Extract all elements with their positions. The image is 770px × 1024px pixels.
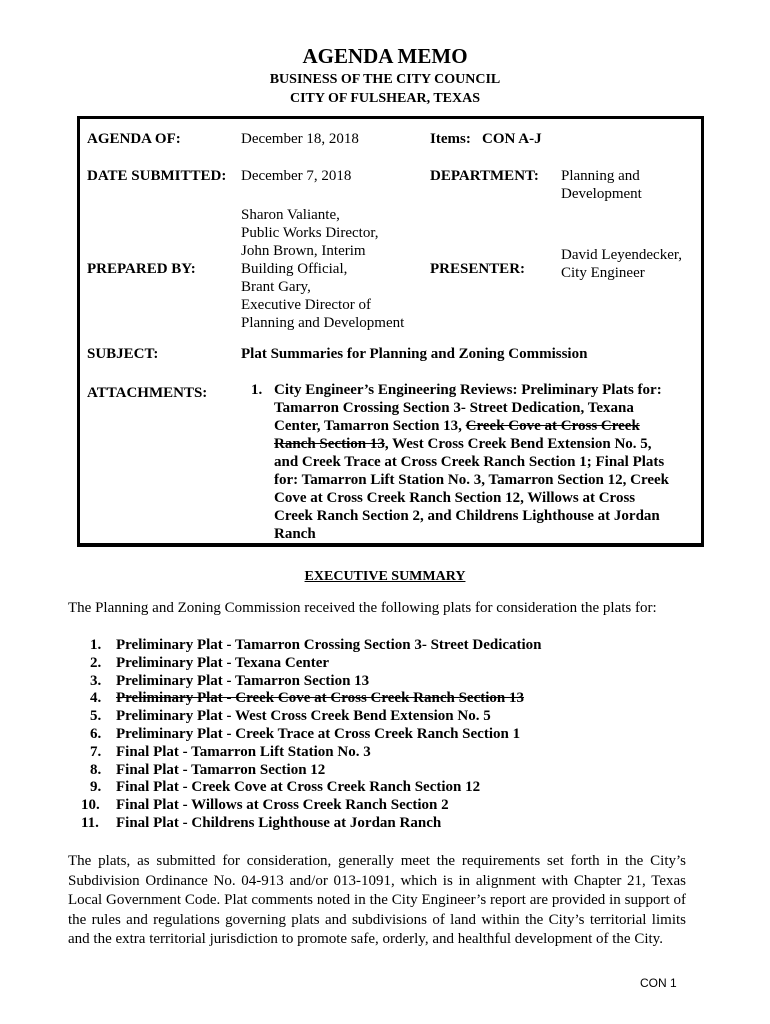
attachment-text-part2: , West Cross Creek Bend Extension No. 5, and Creek Trace at Cross Creek Ranch Section 1; Final Plats for: Tamarron Lift Station No. 3, Tamarron Section 12, Creek Cove at Cross Creek Ranch Section 12, Willows at Cross Creek Ranch Section 2, and Childrens Lighthouse at Jordan Ranch: [274, 436, 670, 542]
prepared-by-line: John Brown, Interim: [241, 243, 366, 259]
attachment-text-struck: Creek Cove at Cross Creek Ranch Section 13: [274, 418, 640, 452]
subject-label: SUBJECT:: [87, 346, 159, 362]
prepared-by-line: Public Works Director,: [241, 225, 379, 241]
plat-list-item: [90, 673, 610, 691]
items-value: CON A-J: [482, 131, 542, 147]
plat-text: Preliminary Plat - Tamarron Section 13: [116, 672, 370, 689]
plat-list-item: [90, 762, 610, 780]
plat-text: Preliminary Plat - Tamarron Crossing Section 3- Street Dedication: [116, 637, 542, 653]
plat-text: Final Plat - Tamarron Section 12: [116, 761, 326, 778]
memo-title: AGENDA MEMO: [302, 44, 468, 68]
attachment-text-part1: City Engineer’s Engineering Reviews: Preliminary Plats for: Tamarron Crossing Section 3- Street Dedication, Texana Center, Tamarron Section 13,: [274, 382, 662, 434]
plat-number: 3.: [90, 672, 102, 689]
date-submitted-label: DATE SUBMITTED:: [87, 168, 227, 184]
plat-list-item: [90, 779, 610, 797]
memo-subtitle-city: CITY OF FULSHEAR, TEXAS: [289, 91, 481, 106]
summary-intro: The Planning and Zoning Commission received the following plats for consideration the plats for:: [68, 600, 657, 616]
date-submitted-value: December 7, 2018: [241, 168, 352, 184]
plat-text: Preliminary Plat - Creek Trace at Cross Creek Ranch Section 1: [116, 725, 521, 742]
prepared-by-line: Sharon Valiante,: [241, 207, 340, 223]
plat-number: 8.: [90, 761, 102, 778]
plat-list-item: [90, 655, 610, 673]
plat-list-item: [90, 637, 610, 655]
executive-summary-heading: EXECUTIVE SUMMARY: [304, 569, 466, 584]
plat-text: Preliminary Plat - Creek Cove at Cross Creek Ranch Section 13: [116, 690, 524, 707]
attachment-number: 1.: [251, 382, 263, 398]
department-value-line2: Development: [561, 186, 642, 202]
plat-number: 6.: [90, 725, 102, 742]
plat-list-item: [90, 726, 610, 744]
prepared-by-line: Building Official,: [241, 261, 348, 277]
plat-text: Preliminary Plat - West Cross Creek Bend Extension No. 5: [116, 708, 491, 725]
plat-list-item: [81, 814, 610, 833]
plat-number: 7.: [90, 743, 102, 760]
plat-text: Final Plat - Creek Cove at Cross Creek Ranch Section 12: [116, 779, 481, 796]
prepared-by-label: PREPARED BY:: [87, 261, 196, 277]
presenter-label: PRESENTER:: [430, 261, 526, 277]
plat-text: Preliminary Plat - Texana Center: [116, 654, 330, 671]
plat-list-item: [90, 744, 610, 762]
presenter-value-line1: David Leyendecker,: [561, 247, 683, 263]
plat-number: 10.: [81, 797, 100, 814]
page-number: CON 1: [640, 976, 677, 990]
plat-number: 9.: [90, 779, 102, 796]
agenda-of-label: AGENDA OF:: [87, 131, 181, 147]
attachment-item: [274, 381, 674, 543]
agenda-of-value: December 18, 2018: [241, 131, 359, 147]
plat-number: 4.: [90, 690, 102, 707]
department-label: DEPARTMENT:: [430, 168, 539, 184]
prepared-by-line: Executive Director of: [241, 297, 371, 313]
plat-text: Final Plat - Willows at Cross Creek Ranch Section 2: [116, 797, 449, 814]
memo-subtitle-council: BUSINESS OF THE CITY COUNCIL: [269, 72, 501, 87]
plat-number: 1.: [90, 637, 102, 653]
prepared-by-line: Brant Gary,: [241, 279, 311, 295]
department-value-line1: Planning and: [561, 168, 640, 184]
plat-list-item-struck: [90, 690, 610, 708]
plat-number: 11.: [81, 814, 99, 831]
box-divider: [80, 543, 701, 544]
attachments-label: ATTACHMENTS:: [87, 385, 208, 401]
summary-paragraph: The plats, as submitted for consideration, generally meet the requirements set forth in the City’s Subdivision Ordinance No. 04-913 and/or 013-1091, which is in alignment with Chapter 21, Texas Local Government Code. Plat comments noted in the City Engineer’s report are provided in support of the rules and regulations governing plats and subdivisions of land within the City’s territorial limits and the extra territorial jurisdiction to promote safe, orderly, and healthful development of the City.: [68, 853, 686, 948]
plat-number: 2.: [90, 654, 102, 671]
prepared-by-line: Planning and Development: [241, 315, 405, 331]
items-label: Items:: [430, 131, 471, 147]
plat-list: [81, 637, 610, 833]
plat-list-item: [81, 797, 610, 815]
prepared-by-value: [241, 206, 421, 332]
plat-list-item: [90, 708, 610, 726]
plat-text: Final Plat - Childrens Lighthouse at Jordan Ranch: [116, 814, 442, 831]
presenter-value-line2: City Engineer: [561, 265, 645, 281]
subject-value: Plat Summaries for Planning and Zoning Commission: [241, 346, 588, 362]
plat-text: Final Plat - Tamarron Lift Station No. 3: [116, 743, 371, 760]
plat-number: 5.: [90, 708, 102, 725]
